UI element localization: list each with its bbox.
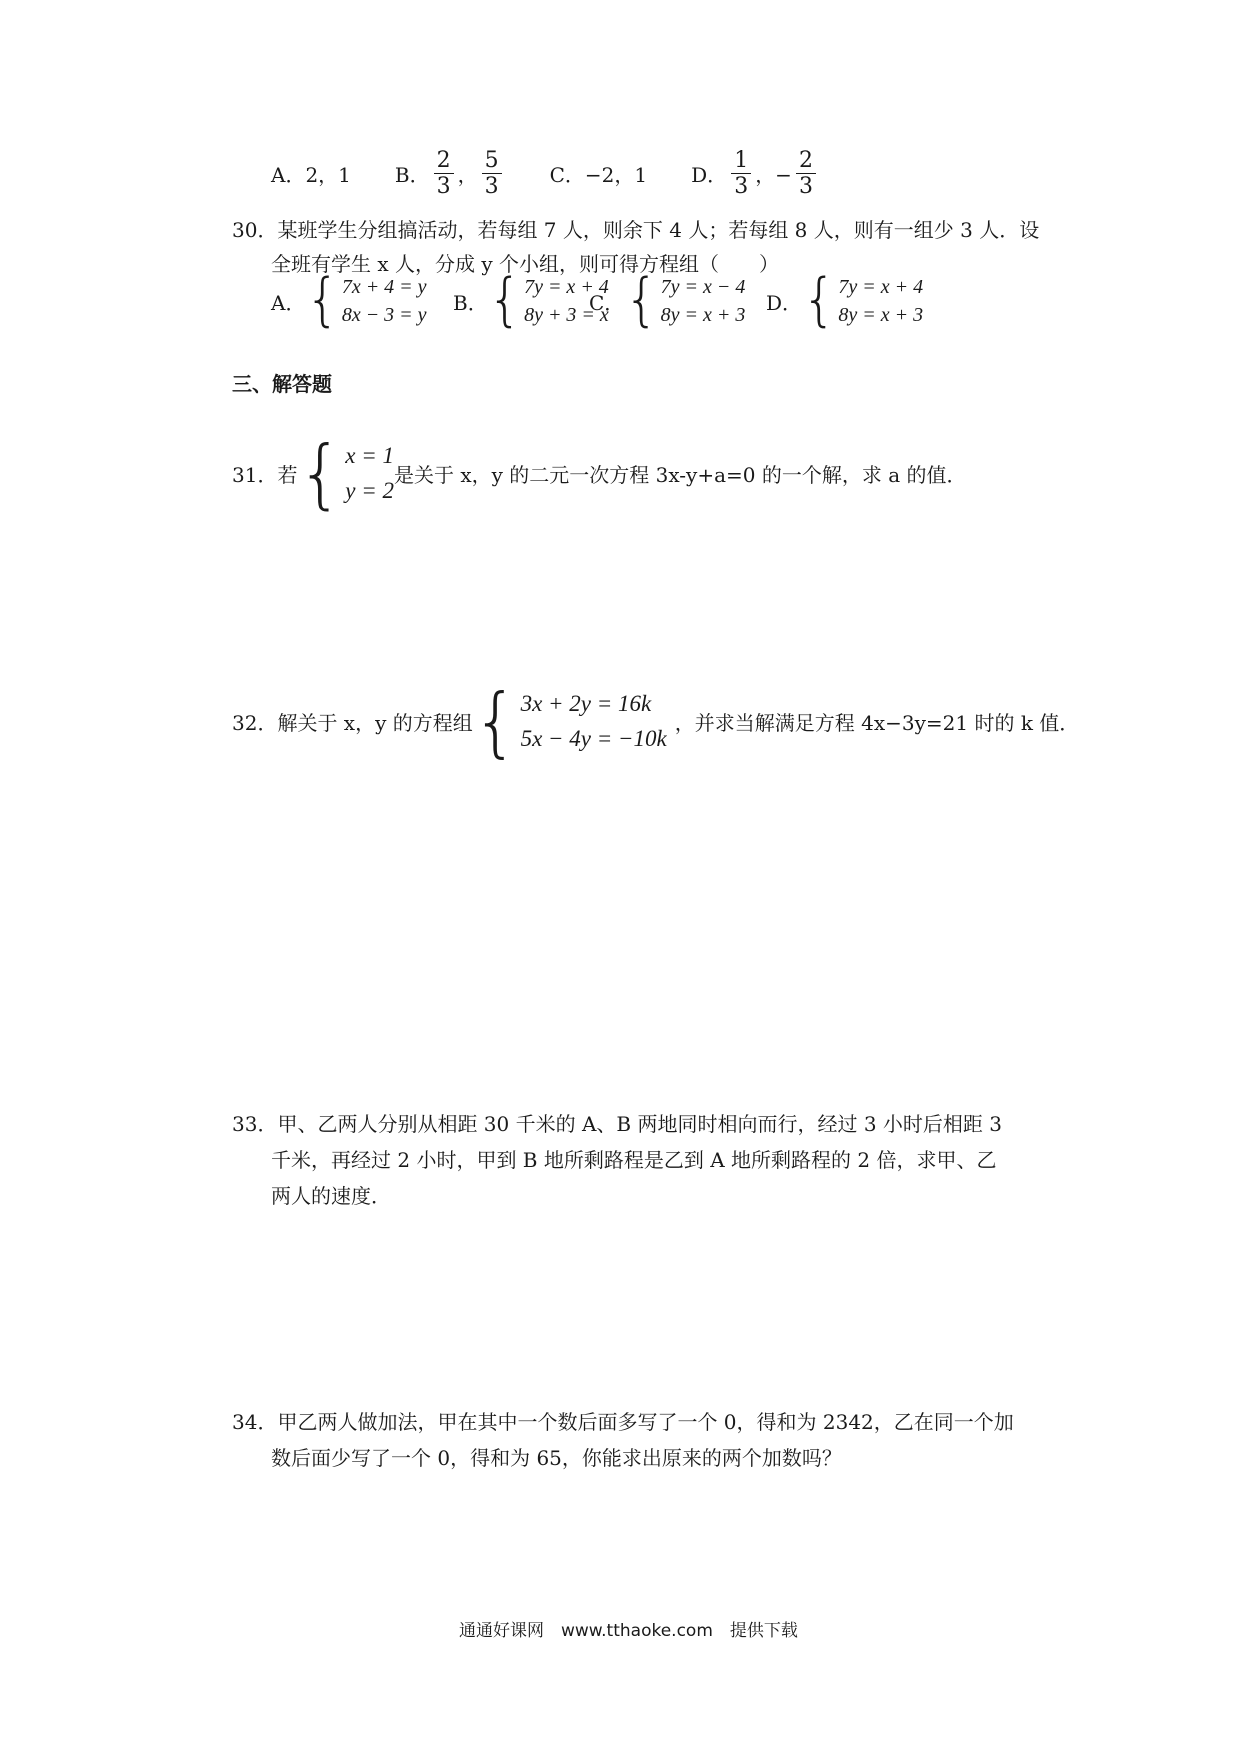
equation-system: { 7x + 4 = y 8x − 3 = y bbox=[305, 266, 427, 333]
fraction: $\frac{1}{3}$ bbox=[731, 148, 751, 200]
brace-icon: { bbox=[472, 676, 519, 766]
q30-line2: 全班有学生 x 人，分成 y 个小组，则可得方程组（ ） bbox=[271, 252, 780, 276]
section-title: 三、解答题 bbox=[232, 372, 332, 396]
q30-option-d bbox=[766, 266, 924, 333]
brace-icon: { bbox=[487, 266, 523, 333]
q30-line1: 30．某班学生分组搞活动，若每组 7 人，则余下 4 人；若每组 8 人，则有一组少 3 人．设 bbox=[232, 218, 1040, 242]
option-text: −2，1 bbox=[584, 163, 648, 188]
option-label: B． bbox=[394, 163, 430, 188]
option-label: C． bbox=[589, 290, 625, 315]
q30-option-a bbox=[271, 266, 427, 333]
question-prefix: 31．若 bbox=[232, 462, 298, 487]
q33-line1: 33．甲、乙两人分别从相距 30 千米的 A、B 两地同时相向而行，经过 3 小时后相距 3 bbox=[232, 1112, 1002, 1136]
q29-options bbox=[271, 148, 820, 200]
q33-line3: 两人的速度． bbox=[271, 1184, 391, 1208]
q33-line2: 千米，再经过 2 小时，甲到 B 地所剩路程是乙到 A 地所剩路程的 2 倍，求甲、乙 bbox=[271, 1148, 997, 1172]
option-label: B． bbox=[453, 290, 488, 315]
option-label: C． bbox=[549, 163, 585, 188]
question-text: ，并求当解满足方程 4x−3y=21 时的 k 值． bbox=[674, 710, 1080, 735]
equation-system: { 7y = x + 4 8y + 3 = x bbox=[487, 266, 609, 333]
fraction: $\frac{5}{3}$ bbox=[482, 148, 502, 200]
q31 bbox=[232, 428, 967, 518]
option-label: D． bbox=[766, 290, 803, 315]
q30-option-b bbox=[453, 266, 609, 333]
q30-option-c bbox=[589, 266, 746, 333]
option-text: 2，1 bbox=[305, 163, 351, 188]
q34-line1: 34．甲乙两人做加法，甲在其中一个数后面多写了一个 0，得和为 2342，乙在同一个加 bbox=[232, 1410, 1014, 1434]
question-prefix: 32．解关于 x，y 的方程组 bbox=[232, 710, 473, 735]
q30-options bbox=[271, 266, 971, 335]
equation-system: { 3x + 2y = 16k 5x − 4y = −10k bbox=[472, 676, 667, 766]
brace-icon: { bbox=[297, 428, 344, 518]
fraction: $\frac{2}{3}$ bbox=[796, 148, 816, 200]
q32 bbox=[232, 676, 1080, 766]
q29-option-b: B． $\frac{2}{3}$ ， $\frac{5}{3}$ bbox=[395, 148, 506, 200]
option-label: A． bbox=[271, 163, 306, 188]
q34-line2: 数后面少写了一个 0，得和为 65，你能求出原来的两个加数吗？ bbox=[271, 1446, 842, 1470]
q29-option-c bbox=[550, 159, 648, 188]
brace-icon: { bbox=[624, 266, 659, 333]
question-text: 是关于 x，y 的二元一次方程 3x-y+a=0 的一个解，求 a 的值． bbox=[394, 462, 967, 487]
q29-option-d: D． $\frac{1}{3}$ ，− $\frac{2}{3}$ bbox=[691, 148, 820, 200]
q29-option-a bbox=[271, 159, 351, 188]
fraction: $\frac{2}{3}$ bbox=[434, 148, 454, 200]
option-label: D． bbox=[691, 163, 728, 188]
brace-icon: { bbox=[305, 266, 340, 333]
brace-icon: { bbox=[802, 266, 837, 333]
equation-system: { x = 1 y = 2 bbox=[297, 428, 394, 518]
equation-system: { 7y = x + 4 8y = x + 3 bbox=[802, 266, 924, 333]
option-label: A． bbox=[271, 290, 306, 315]
page-footer: 通通好课网 www.tthaoke.com 提供下载 bbox=[459, 1621, 798, 1641]
equation-system: { 7y = x − 4 8y = x + 3 bbox=[624, 266, 746, 333]
